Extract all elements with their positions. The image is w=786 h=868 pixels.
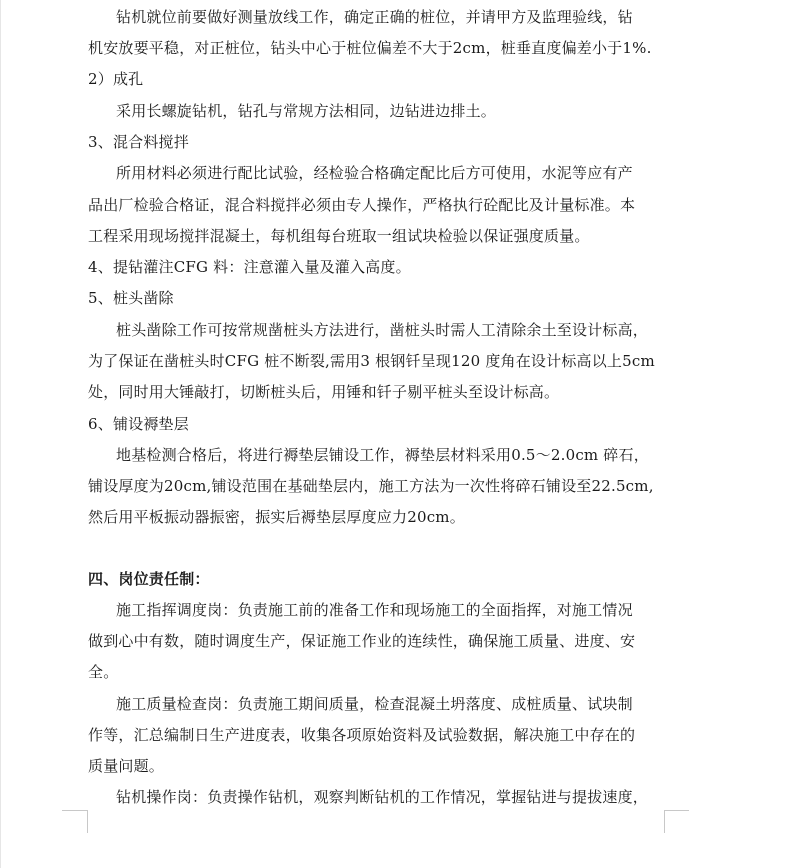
page-edge (0, 0, 1, 868)
margin-corner-mark-right (664, 810, 689, 833)
paragraph-line: 铺设厚度为20cm,铺设范围在基础垫层内，施工方法为一次性将碎石铺设至22.5cm, (88, 477, 654, 495)
subheading-line: 3、混合料搅拌 (88, 133, 189, 151)
subheading-line: 6、铺设褥垫层 (88, 415, 189, 433)
paragraph-line: 施工指挥调度岗：负责施工前的准备工作和现场施工的全面指挥，对施工情况 (116, 601, 633, 619)
paragraph-line: 桩头凿除工作可按常规凿桩头方法进行，凿桩头时需人工清除余土至设计标高， (116, 321, 649, 339)
paragraph-line: 地基检测合格后，将进行褥垫层铺设工作，褥垫层材料采用0.5～2.0cm 碎石， (116, 446, 649, 464)
paragraph-line: 钻机操作岗：负责操作钻机，观察判断钻机的工作情况，掌握钻进与提拔速度， (116, 788, 649, 806)
subheading-line: 4、提钻灌注CFG 料：注意灌入量及灌入高度。 (88, 258, 411, 276)
paragraph-line: 所用材料必须进行配比试验，经检验合格确定配比后方可使用，水泥等应有产 (116, 164, 633, 182)
paragraph-line: 质量问题。 (88, 757, 165, 775)
paragraph-line: 品出厂检验合格证，混合料搅拌必须由专人操作，严格执行砼配比及计量标准。本 (88, 196, 636, 214)
paragraph-line: 采用长螺旋钻机，钻孔与常规方法相同，边钻进边排土。 (116, 102, 497, 120)
paragraph-line: 全。 (88, 663, 119, 681)
paragraph-line: 然后用平板振动器振密，振实后褥垫层厚度应力20cm。 (88, 508, 465, 526)
subheading-line: 5、桩头凿除 (88, 289, 174, 307)
paragraph-line: 施工质量检查岗：负责施工期间质量，检查混凝土坍落度、成桩质量、试块制 (116, 695, 633, 713)
paragraph-line: 钻机就位前要做好测量放线工作，确定正确的桩位，并请甲方及监理验线，钻 (116, 8, 633, 26)
section-heading: 四、岗位责任制： (88, 570, 210, 588)
paragraph-line: 作等，汇总编制日生产进度表，收集各项原始资料及试验数据，解决施工中存在的 (88, 726, 636, 744)
paragraph-line: 处，同时用大锤敲打，切断桩头后，用锤和钎子剔平桩头至设计标高。 (88, 383, 560, 401)
paragraph-line: 机安放要平稳，对正桩位，钻头中心于桩位偏差不大于2cm，桩垂直度偏差小于1%. (88, 39, 652, 57)
paragraph-line: 为了保证在凿桩头时CFG 桩不断裂,需用3 根钢钎呈现120 度角在设计标高以上5cm (88, 352, 655, 370)
paragraph-line: 工程采用现场搅拌混凝土，每机组每台班取一组试块检验以保证强度质量。 (88, 227, 590, 245)
margin-corner-mark-left (62, 810, 88, 833)
subheading-line: 2）成孔 (88, 70, 144, 88)
paragraph-line: 做到心中有数，随时调度生产，保证施工作业的连续性，确保施工质量、进度、安 (88, 632, 636, 650)
